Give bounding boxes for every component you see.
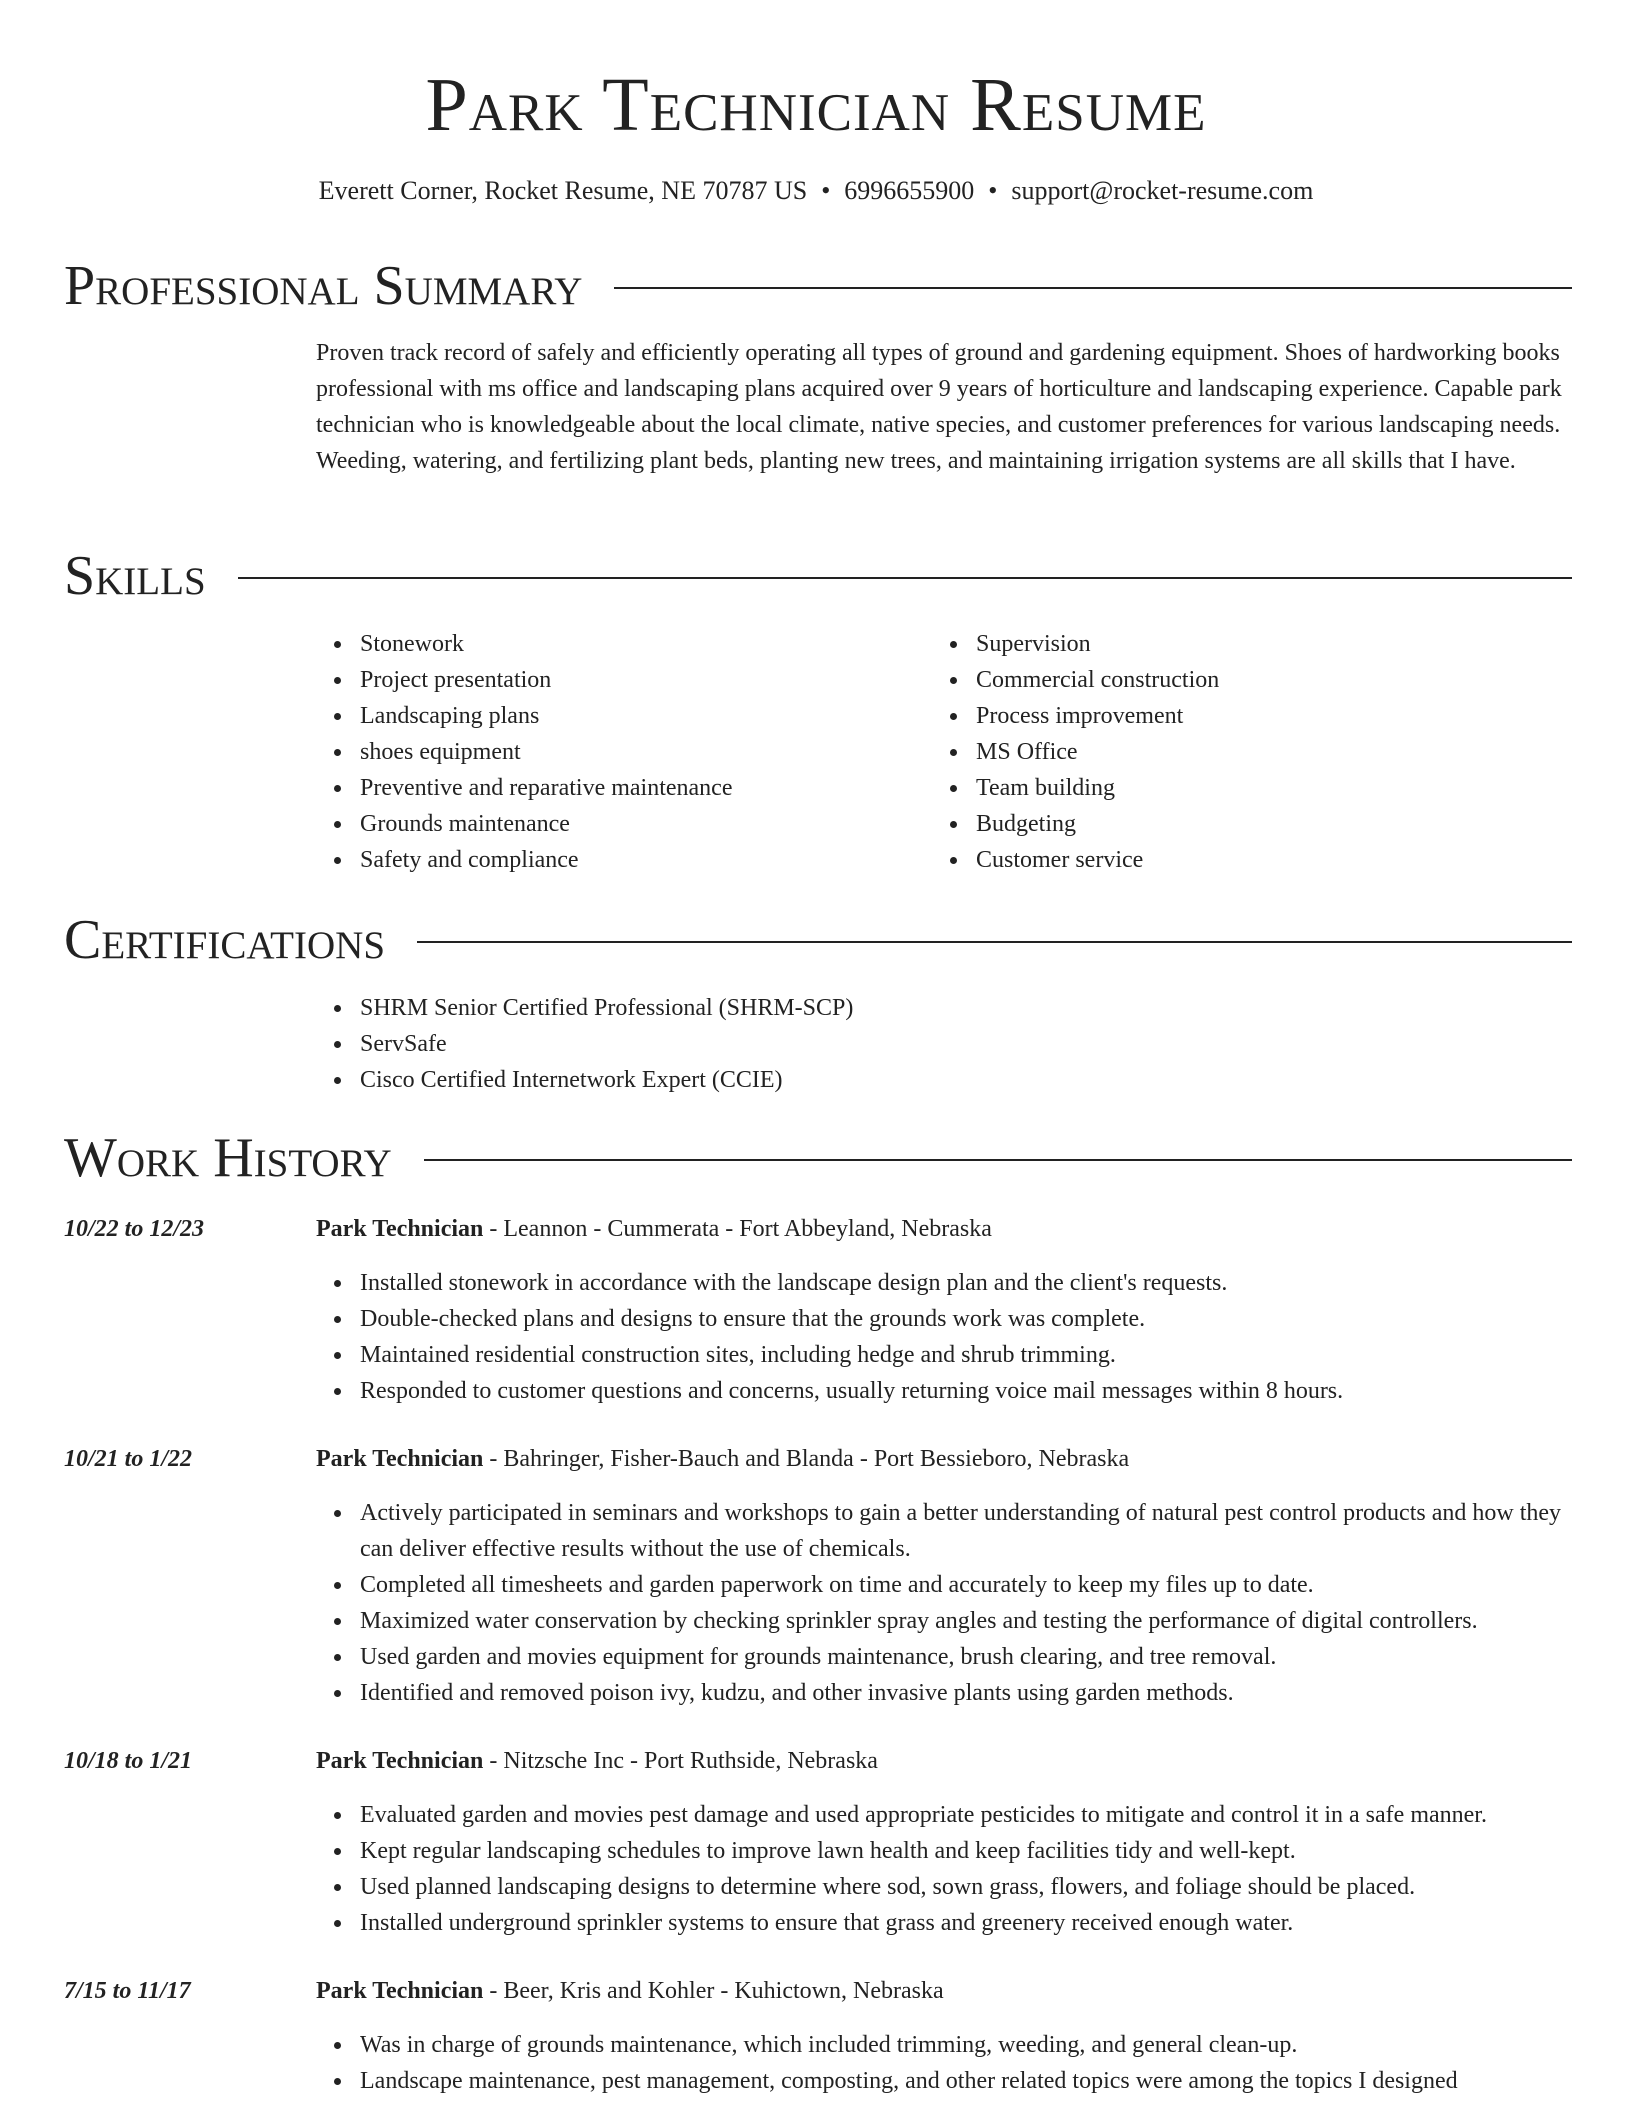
job-bullet: Evaluated garden and movies pest damage and used appropriate pesticides to mitigate and control it in a safe manner. — [360, 1797, 1572, 1833]
contact-line — [0, 174, 1632, 208]
job-bullet: Completed all timesheets and garden paperwork on time and accurately to keep my files up to date. — [360, 1567, 1572, 1603]
skill-item: Budgeting — [976, 806, 1552, 842]
section-divider — [417, 941, 1572, 943]
skills-section-header — [64, 544, 1572, 608]
job-bullet: Used garden and movies equipment for grounds maintenance, brush clearing, and tree removal. — [360, 1639, 1572, 1675]
skill-item: Team building — [976, 770, 1552, 806]
certification-item: Cisco Certified Internetwork Expert (CCIE) — [360, 1062, 1572, 1098]
skill-item: Preventive and reparative maintenance — [360, 770, 936, 806]
job-bullet: Maximized water conservation by checking sprinkler spray angles and testing the performance of digital controllers. — [360, 1603, 1572, 1639]
summary-section-header — [64, 254, 1572, 318]
skill-item: Project presentation — [360, 662, 936, 698]
skills-list-left — [316, 626, 936, 878]
job-bullets — [316, 2027, 1572, 2099]
job-bullet-list — [316, 1495, 1572, 1711]
skill-item: shoes equipment — [360, 734, 936, 770]
skills-column-right — [932, 626, 1552, 878]
contact-email: support@rocket-resume.com — [1011, 176, 1314, 205]
certifications-section-header — [64, 908, 1572, 972]
skill-item: Safety and compliance — [360, 842, 936, 878]
job-bullet-list — [316, 1265, 1572, 1409]
summary-text: Proven track record of safely and efficiently operating all types of ground and gardening equipment. Shoes of hardworking books professional with ms office and landscaping plans acquired over 9 years of horticulture and landscaping experience. Capable park technician who is knowledgeable about the local climate, native species, and customer preferences for various landscaping needs. Weeding, watering, and fertilizing plant beds, planting new trees, and maintaining irrigation systems are all skills that I have. — [316, 340, 1562, 474]
job-bullet: Responded to customer questions and concerns, usually returning voice mail messages within 8 hours. — [360, 1373, 1572, 1409]
skill-item: Landscaping plans — [360, 698, 936, 734]
job-bullet: Identified and removed poison ivy, kudzu, and other invasive plants using garden methods. — [360, 1675, 1572, 1711]
job-bullets — [316, 1265, 1572, 1409]
skill-item: MS Office — [976, 734, 1552, 770]
job-bullet: Actively participated in seminars and workshops to gain a better understanding of natural pest control products and how they can deliver effective results without the use of chemicals. — [360, 1495, 1572, 1567]
skills-heading: Skills — [64, 545, 206, 607]
job-bullet: Was in charge of grounds maintenance, which included trimming, weeding, and general clean-up. — [360, 2027, 1572, 2063]
contact-separator: • — [988, 176, 998, 205]
job-bullets — [316, 1797, 1572, 1941]
job-details: - Leannon - Cummerata - Fort Abbeyland, Nebraska — [483, 1216, 992, 1242]
certifications-heading: Certifications — [64, 909, 386, 971]
job-details: - Beer, Kris and Kohler - Kuhictown, Nebraska — [483, 1978, 944, 2004]
summary-heading: Professional Summary — [64, 255, 583, 317]
job-date: 7/15 to 11/17 — [64, 1978, 191, 2004]
contact-separator: • — [821, 176, 831, 205]
section-divider — [614, 287, 1572, 289]
job-bullet: Double-checked plans and designs to ensure that the grounds work was complete. — [360, 1301, 1572, 1337]
job-bullets — [316, 1495, 1572, 1711]
skill-item: Customer service — [976, 842, 1552, 878]
job-role: Park Technician — [316, 1978, 484, 2004]
work-history-section-header — [64, 1126, 1572, 1190]
job-bullet: Maintained residential construction sites, including hedge and shrub trimming. — [360, 1337, 1572, 1373]
skill-item: Process improvement — [976, 698, 1552, 734]
skills-list-right — [932, 626, 1552, 878]
job-bullet: Used planned landscaping designs to determine where sod, sown grass, flowers, and foliage should be placed. — [360, 1869, 1572, 1905]
skill-item: Commercial construction — [976, 662, 1552, 698]
certifications-block — [316, 990, 1572, 1098]
resume-title: Park Technician Resume — [425, 63, 1207, 147]
job-header — [316, 1211, 1572, 1247]
skills-column-left — [316, 626, 936, 878]
job-header — [316, 1973, 1572, 2009]
work-history-heading: Work History — [64, 1127, 392, 1189]
contact-phone: 6996655900 — [844, 176, 975, 205]
skill-item: Supervision — [976, 626, 1552, 662]
skill-item: Grounds maintenance — [360, 806, 936, 842]
skill-item: Stonework — [360, 626, 936, 662]
certification-item: ServSafe — [360, 1026, 1572, 1062]
job-date: 10/22 to 12/23 — [64, 1216, 205, 1242]
job-bullet-list — [316, 2027, 1572, 2099]
certification-item: SHRM Senior Certified Professional (SHRM-SCP) — [360, 990, 1572, 1026]
job-bullet-list — [316, 1797, 1572, 1941]
job-bullet: Installed underground sprinkler systems to ensure that grass and greenery received enough water. — [360, 1905, 1572, 1941]
job-header — [316, 1743, 1572, 1779]
job-date: 10/18 to 1/21 — [64, 1748, 193, 1774]
job-role: Park Technician — [316, 1216, 484, 1242]
section-divider — [238, 577, 1572, 579]
job-details: - Nitzsche Inc - Port Ruthside, Nebraska — [483, 1748, 878, 1774]
contact-address: Everett Corner, Rocket Resume, NE 70787 US — [318, 176, 808, 205]
job-bullet: Landscape maintenance, pest management, composting, and other related topics were among the topics I designed — [360, 2063, 1572, 2099]
job-date: 10/21 to 1/22 — [64, 1446, 193, 1472]
certifications-list — [316, 990, 1572, 1098]
job-details: - Bahringer, Fisher-Bauch and Blanda - Port Bessieboro, Nebraska — [483, 1446, 1130, 1472]
job-role: Park Technician — [316, 1446, 484, 1472]
job-bullet: Installed stonework in accordance with the landscape design plan and the client's requests. — [360, 1265, 1572, 1301]
job-header — [316, 1441, 1572, 1477]
section-divider — [424, 1159, 1572, 1161]
job-role: Park Technician — [316, 1748, 484, 1774]
job-bullet: Kept regular landscaping schedules to improve lawn health and keep facilities tidy and well-kept. — [360, 1833, 1572, 1869]
